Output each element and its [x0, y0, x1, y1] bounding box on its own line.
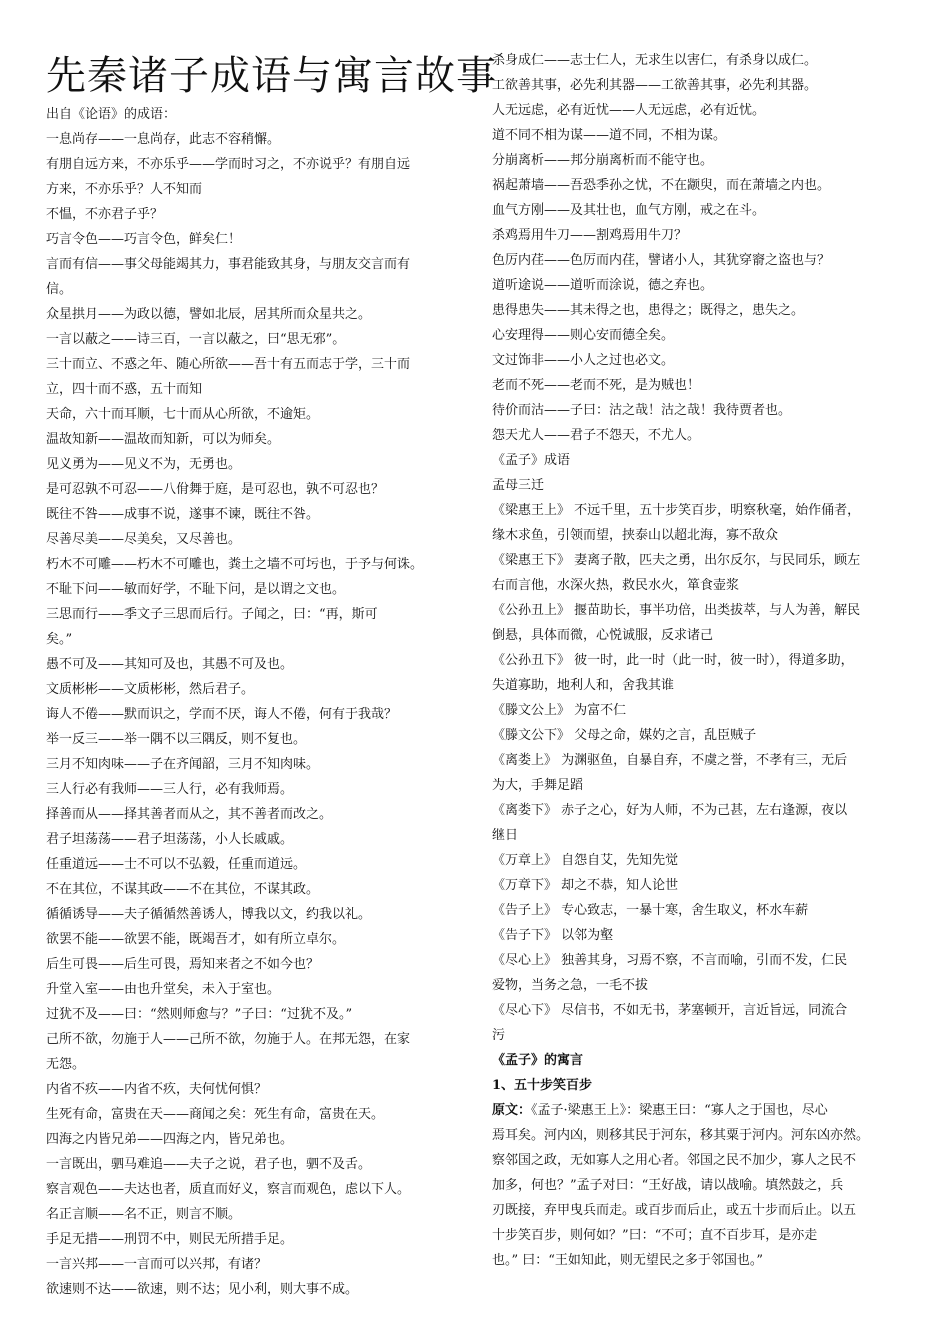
text-line: 一言既出，驷马难追——夫子之说，君子也，驷不及舌。 [46, 1157, 372, 1172]
text-line: 污 [492, 1028, 506, 1043]
text-line: 一息尚存——一息尚存，此志不容稍懈。 [46, 132, 281, 147]
text-line: 文过饰非——小人之过也必文。 [492, 353, 675, 368]
text-line: 《孟子》成语 [492, 453, 571, 468]
text-line: 无怨。 [46, 1057, 86, 1072]
text-line: 言而有信——事父母能竭其力，事君能致其身，与朋友交言而有 [46, 257, 411, 272]
text-line: 一言以蔽之——诗三百，一言以蔽之，曰“思无邪”。 [46, 332, 346, 347]
text-line: 朽木不可雕——朽木不可雕也，粪土之墙不可圬也，于予与何诛。 [46, 557, 424, 572]
text-line: 《万章下》 却之不恭，知人论世 [492, 878, 679, 893]
text-line: 过犹不及——曰：“然则师愈与？”子曰：“过犹不及。” [46, 1007, 353, 1022]
text-line: 察邻国之政，无如寡人之用心者。邻国之民不加少，寡人之民不 [492, 1153, 857, 1168]
text-line: 心安理得——则心安而德全矣。 [492, 328, 675, 343]
text-line: 三月不知肉味——子在齐闻韶，三月不知肉味。 [46, 757, 320, 772]
text-line: 立，四十而不惑，五十而知 [46, 382, 203, 397]
text-line: 杀鸡焉用牛刀——割鸡焉用牛刀？ [492, 228, 688, 243]
text-line: 《尽心上》 独善其身，习焉不察，不言而喻，引而不发，仁民 [492, 953, 848, 968]
text-line: 任重道远——士不可以不弘毅，任重而道远。 [46, 857, 307, 872]
text-line: 不在其位，不谋其政——不在其位，不谋其政。 [46, 882, 320, 897]
text-line: 方来，不亦乐乎？人不知而 [46, 182, 203, 197]
text-line: 刃既接，弃甲曳兵而走。或百步而后止，或五十步而后止。以五 [492, 1203, 857, 1218]
text-line: 十步笑百步，则何如？”曰：“不可；直不百步耳，是亦走 [492, 1228, 818, 1243]
text-line: 《梁惠王下》 妻离子散，匹夫之勇，出尔反尔，与民同乐，顾左 [492, 553, 861, 568]
text-line: 愚不可及——其知可及也，其愚不可及也。 [46, 657, 294, 672]
text-line: 孟母三迁 [492, 478, 545, 493]
text-line: 众星拱月——为政以德，譬如北辰，居其所而众星共之。 [46, 307, 372, 322]
text-line: 尽善尽美——尽美矣，又尽善也。 [46, 532, 242, 547]
text-line: 人无远虑，必有近忧——人无远虑，必有近忧。 [492, 103, 766, 118]
text-line: 己所不欲，勿施于人——己所不欲，勿施于人。在邦无怨，在家 [46, 1032, 411, 1047]
text-line: 不愠，不亦君子乎？ [46, 207, 164, 222]
text-line: 三思而行——季文子三思而后行。子闻之，曰：“再，斯可 [46, 607, 378, 622]
text-line: 继日 [492, 828, 519, 843]
text-line: 《公孙丑上》 揠苗助长，事半功倍，出类拔萃，与人为善，解民 [492, 603, 861, 618]
text-line: 待价而沽——子曰：沽之哉！沽之哉！我待贾者也。 [492, 403, 792, 418]
text-line: 手足无措——刑罚不中，则民无所措手足。 [46, 1232, 294, 1247]
text-line: 工欲善其事，必先利其器——工欲善其事，必先利其器。 [492, 78, 818, 93]
text-line: 分崩离析——邦分崩离析而不能守也。 [492, 153, 714, 168]
text-line: 《尽心下》 尽信书，不如无书，茅塞顿开，言近旨远，同流合 [492, 1003, 848, 1018]
text-line: 也。” 曰：“王如知此，则无望民之多于邻国也。” [492, 1253, 764, 1268]
text-line: 血气方刚——及其壮也，血气方刚，戒之在斗。 [492, 203, 766, 218]
text-line: 矣。” [46, 632, 73, 647]
right-text-block [492, 48, 912, 1273]
text-line: 缘木求鱼，引领而望，挟泰山以超北海，寡不敌众 [492, 528, 779, 543]
text-line: 为大，手舞足蹈 [492, 778, 584, 793]
text-line: 怨天尤人——君子不怨天，不尤人。 [492, 428, 701, 443]
text-line: 巧言令色——巧言令色，鲜矣仁！ [46, 232, 242, 247]
text-line: 道听途说——道听而涂说，德之弃也。 [492, 278, 714, 293]
text-line: 择善而从——择其善者而从之，其不善者而改之。 [46, 807, 333, 822]
text-line: 《滕文公下》 父母之命，媒妁之言，乱臣贼子 [492, 728, 757, 743]
text-line: 《告子下》 以邻为壑 [492, 928, 614, 943]
text-line: 道不同不相为谋——道不同，不相为谋。 [492, 128, 727, 143]
text-line: 天命，六十而耳顺，七十而从心所欲，不逾矩。 [46, 407, 320, 422]
text-line: 老而不死——老而不死，是为贼也！ [492, 378, 701, 393]
text-line: 后生可畏——后生可畏，焉知来者之不如今也？ [46, 957, 320, 972]
source-label: 原文： [492, 1103, 532, 1118]
text-line: 三人行必有我师——三人行，必有我师焉。 [46, 782, 294, 797]
text-line: 1、五十步笑百步 [492, 1078, 593, 1093]
text-line: 《公孙丑下》 彼一时，此一时（此一时，彼一时），得道多助， [492, 653, 854, 668]
text-line: 《孟子》的寓言 [492, 1053, 584, 1068]
text-line: 循循诱导——夫子循循然善诱人，博我以文，约我以礼。 [46, 907, 372, 922]
text-line: 原文：《孟子·梁惠王上》：梁惠王曰：“寡人之于国也，尽心 [492, 1103, 828, 1118]
text-line: 举一反三——举一隅不以三隅反，则不复也。 [46, 732, 307, 747]
text-line: 是可忍孰不可忍——八佾舞于庭，是可忍也，孰不可忍也？ [46, 482, 385, 497]
right-column [492, 0, 912, 1273]
text-line: 杀身成仁——志士仁人，无求生以害仁，有杀身以成仁。 [492, 53, 818, 68]
text-line: 焉耳矣。河内凶，则移其民于河东，移其粟于河内。河东凶亦然。 [492, 1128, 870, 1143]
text-line: 《万章上》 自怨自艾，先知先觉 [492, 853, 679, 868]
text-line: 升堂入室——由也升堂矣，未入于室也。 [46, 982, 281, 997]
text-line: 察言观色——夫达也者，质直而好义，察言而观色，虑以下人。 [46, 1182, 411, 1197]
left-column [46, 0, 497, 1302]
text-line: 色厉内荏——色厉而内荏，譬诸小人，其犹穿窬之盗也与？ [492, 253, 831, 268]
text-line: 一言兴邦——一言而可以兴邦，有诸？ [46, 1257, 268, 1272]
text-line: 温故知新——温故而知新，可以为师矣。 [46, 432, 281, 447]
text-line: 内省不疚——内省不疚，夫何忧何惧？ [46, 1082, 268, 1097]
text-line: 四海之内皆兄弟——四海之内，皆兄弟也。 [46, 1132, 294, 1147]
text-line: 《滕文公上》 为富不仁 [492, 703, 627, 718]
text-line: 《告子上》 专心致志，一暴十寒，舍生取义，杯水车薪 [492, 903, 809, 918]
left-text-block [46, 102, 466, 1302]
text-line: 加多，何也？”孟子对曰：“王好战，请以战喻。填然鼓之，兵 [492, 1178, 844, 1193]
text-line: 右而言他，水深火热，救民水火，箪食壶浆 [492, 578, 740, 593]
text-line: 患得患失——其未得之也，患得之；既得之，患失之。 [492, 303, 805, 318]
text-line: 欲速则不达——欲速，则不达；见小利，则大事不成。 [46, 1282, 359, 1297]
text-line: 失道寡助，地利人和，舍我其谁 [492, 678, 675, 693]
text-line: 出自《论语》的成语： [46, 107, 177, 122]
text-line: 三十而立、不惑之年、随心所欲——吾十有五而志于学，三十而 [46, 357, 411, 372]
text-line: 欲罢不能——欲罢不能，既竭吾才，如有所立卓尔。 [46, 932, 346, 947]
page-title: 先秦诸子成语与寓言故事 [46, 53, 497, 99]
text-line: 爱物，当务之急，一毛不拔 [492, 978, 649, 993]
text-line: 信。 [46, 282, 73, 297]
text-line: 既往不咎——成事不说，遂事不谏，既往不咎。 [46, 507, 320, 522]
text-line: 倒悬，具体而微，心悦诚服，反求诸己 [492, 628, 714, 643]
text-line: 生死有命，富贵在天——商闻之矣：死生有命，富贵在天。 [46, 1107, 385, 1122]
text-line: 名正言顺——名不正，则言不顺。 [46, 1207, 242, 1222]
text-line: 祸起萧墙——吾恐季孙之忧，不在颛臾，而在萧墙之内也。 [492, 178, 831, 193]
text-line: 诲人不倦——默而识之，学而不厌，诲人不倦，何有于我哉？ [46, 707, 398, 722]
text-line: 不耻下问——敏而好学，不耻下问，是以谓之文也。 [46, 582, 346, 597]
text-line: 君子坦荡荡——君子坦荡荡，小人长戚戚。 [46, 832, 294, 847]
text-line: 文质彬彬——文质彬彬，然后君子。 [46, 682, 255, 697]
text-line: 有朋自远方来，不亦乐乎——学而时习之，不亦说乎？有朋自远 [46, 157, 411, 172]
text-line: 《离娄下》 赤子之心，好为人师，不为己甚，左右逢源，夜以 [492, 803, 848, 818]
text-line: 见义勇为——见义不为，无勇也。 [46, 457, 242, 472]
text-line: 《梁惠王上》 不远千里，五十步笑百步，明察秋毫，始作俑者， [492, 503, 861, 518]
text-line: 《离娄上》 为渊驱鱼，自暴自弃，不虞之誉，不孝有三，无后 [492, 753, 848, 768]
